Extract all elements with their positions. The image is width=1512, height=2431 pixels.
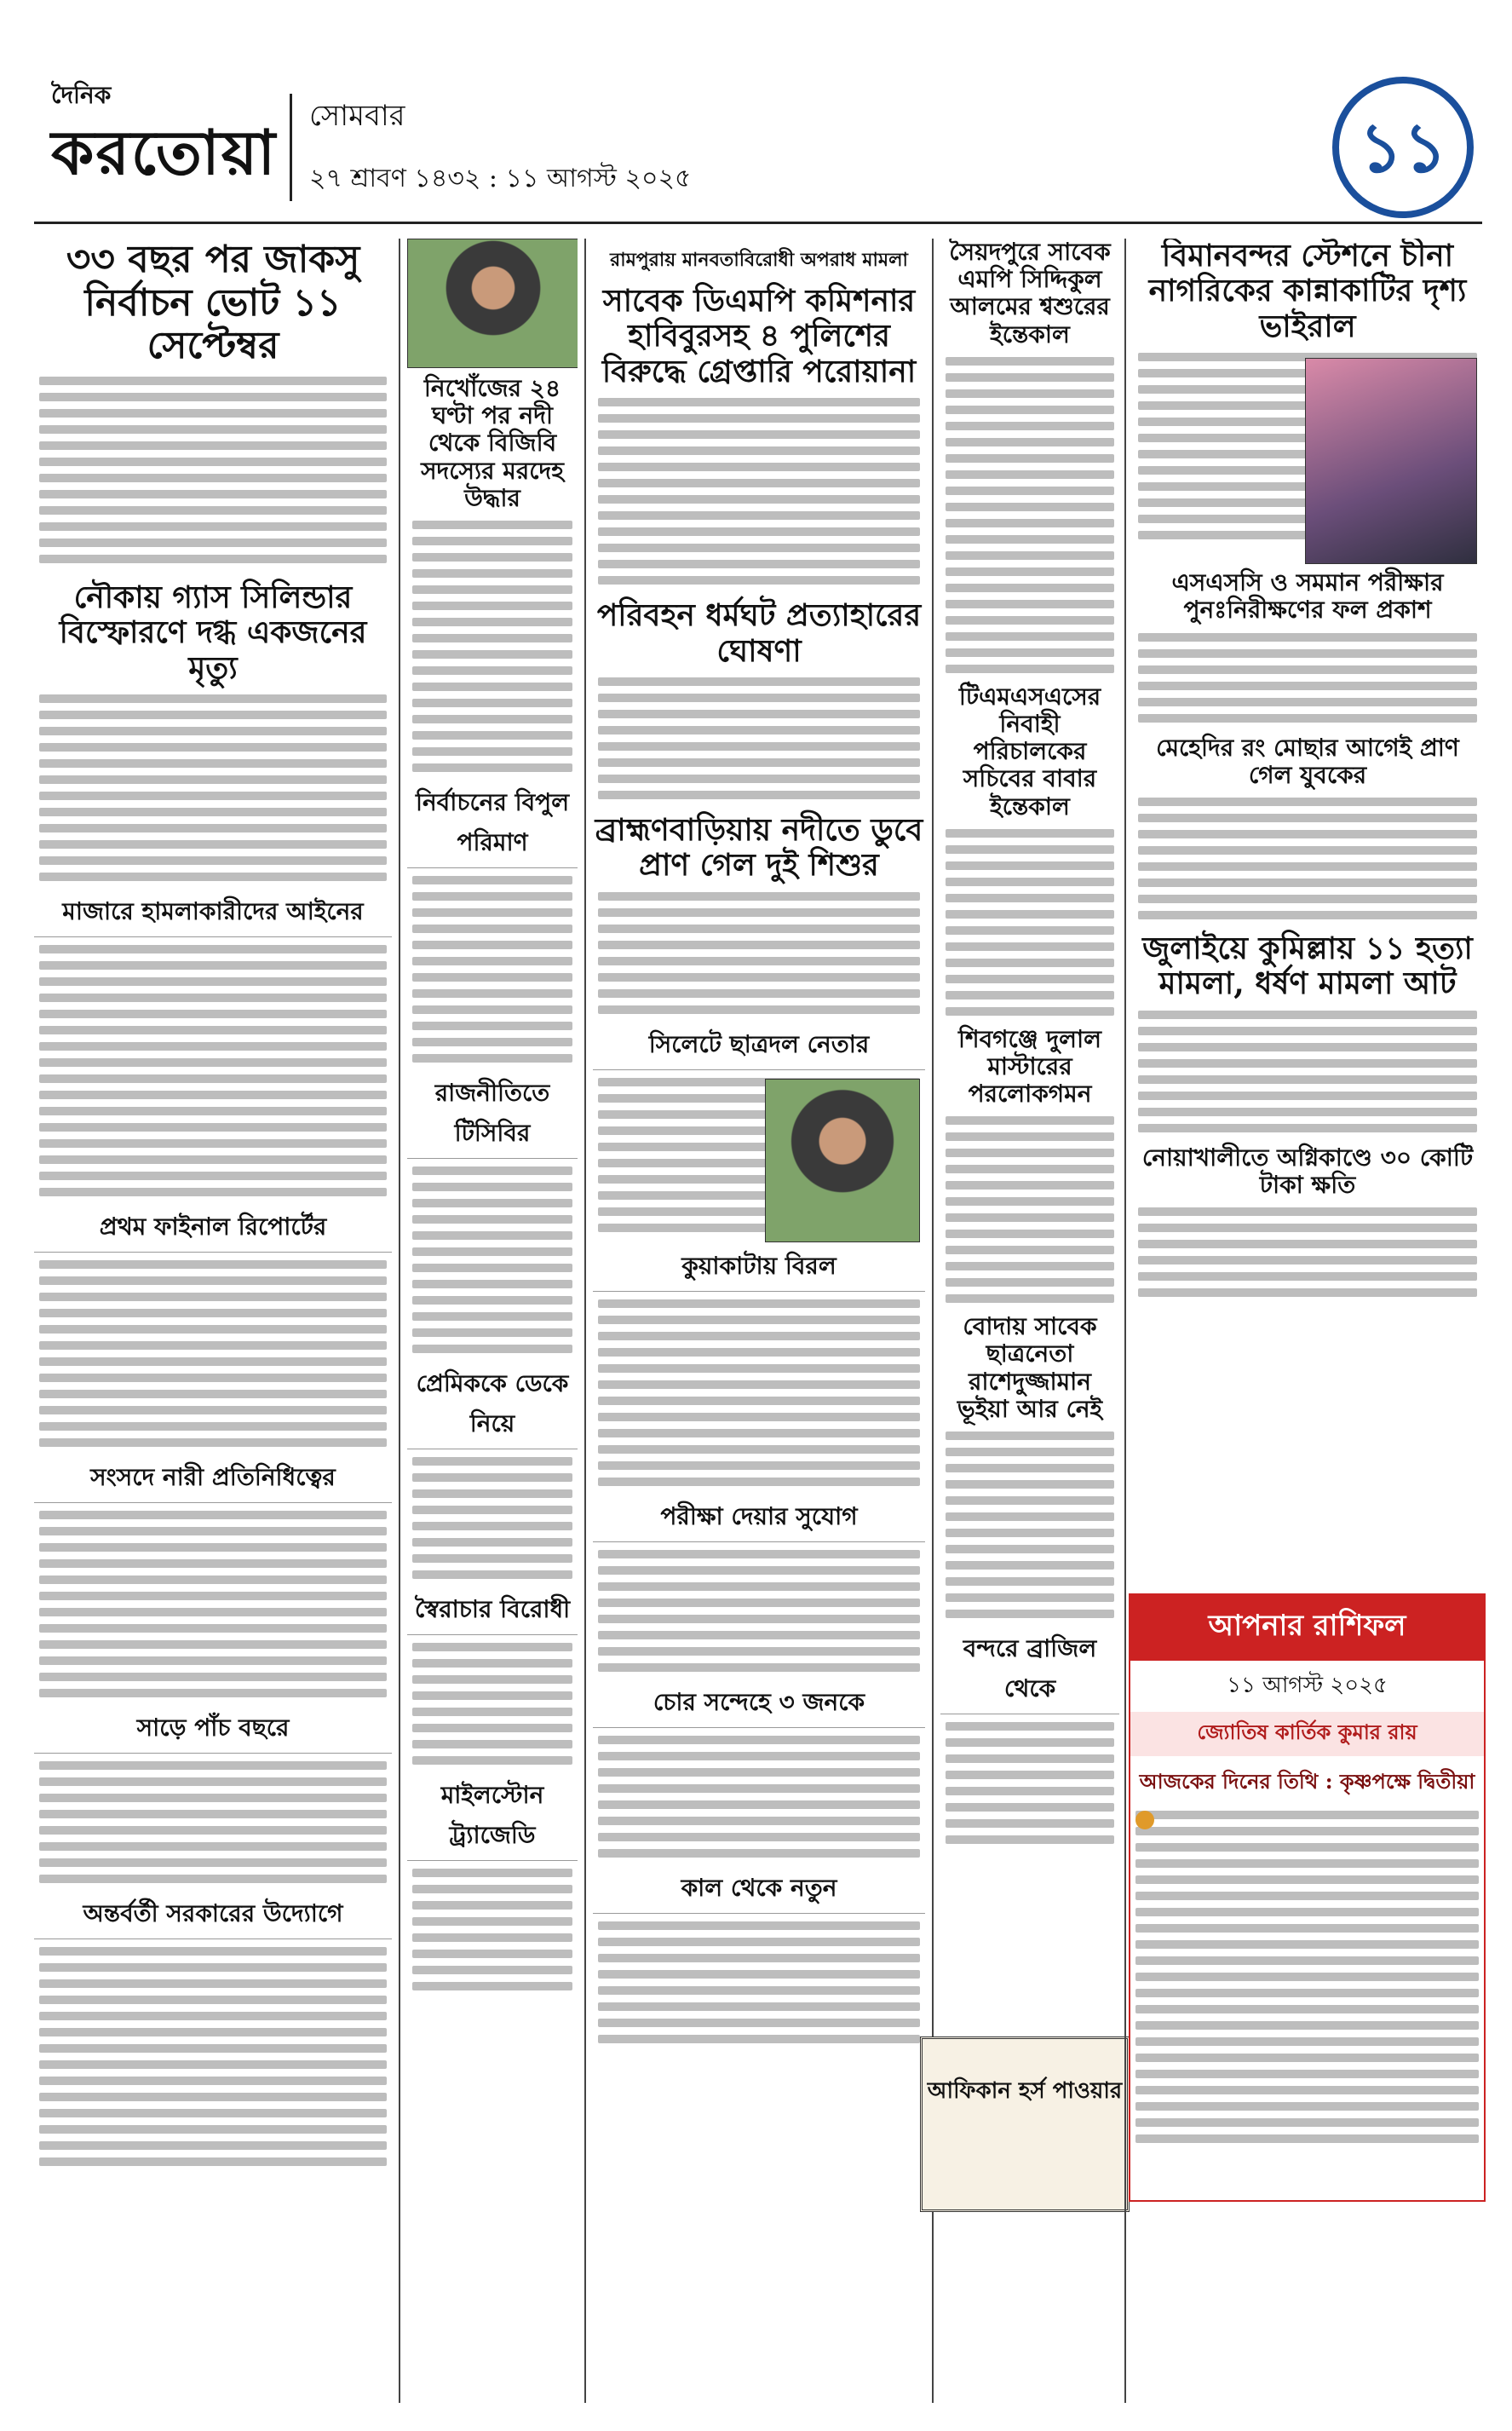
logo-small: দৈনিক: [51, 81, 112, 109]
subhead-chor: চোর সন্দেহে ৩ জনকে: [593, 1684, 925, 1728]
subhead-sangsad: সংসদে নারী প্রতিনিধিত্বের: [34, 1459, 392, 1503]
subhead-majar: মাজারে হামলাকারীদের আইনের: [34, 893, 392, 937]
headline-shibganj: শিবগঞ্জে দুলাল মাস্টারের পরলোকগমন: [958, 1024, 1101, 1109]
subhead-milestone: মাইলস্টোন ট্র্যাজেডি: [407, 1777, 578, 1861]
photo-bgb: [407, 239, 578, 368]
column-5: [1133, 239, 1482, 1585]
headline-bodai: বোদায় সাবেক ছাত্রনেতা রাশেদুজ্জামান ভূইয়া আর নেই: [957, 1312, 1103, 1423]
date-block: [290, 94, 691, 201]
zodiac-icon: [1135, 1811, 1154, 1829]
subhead-kal: কাল থেকে নতুন: [593, 1869, 925, 1914]
subhead-rajniti: রাজনীতিতে টিসিবির: [407, 1074, 578, 1159]
subhead-nirbachon: নির্বাচনের বিপুল পরিমাণ: [407, 784, 578, 868]
subhead-sare: সাড়ে পাঁচ বছরে: [34, 1709, 392, 1754]
masthead: [34, 60, 1482, 224]
headline-comilla: জুলাইয়ে কুমিল্লায় ১১ হত্যা মামলা, ধর্ষণ মামলা আট: [1142, 930, 1473, 1002]
subhead-premik: প্রেমিককে ডেকে নিয়ে: [407, 1365, 578, 1449]
advertisement: [920, 2036, 1130, 2212]
rashifal-tithi: আজকের দিনের তিথি : কৃষ্ণপক্ষে দ্বিতীয়া: [1139, 1769, 1475, 1794]
headline-nikhoj: নিখোঁজের ২৪ ঘণ্টা পর নদী থেকে বিজিবি সদস্যের মরদেহ উদ্ধার: [421, 374, 564, 512]
column-4: [940, 239, 1119, 2028]
headline-syedpur: সৈয়দপুরে সাবেক এমপি সিদ্দিকুল আলমের শ্বশুরের ইন্তেকাল: [949, 239, 1111, 349]
headline-brahman: ব্রাহ্মণবাড়িয়ায় নদীতে ডুবে প্রাণ গেল দুই শিশুর: [595, 811, 923, 884]
photo-sylhet: [765, 1079, 920, 1242]
photo-biman: [1305, 358, 1477, 564]
date-full: ২৭ শ্রাবণ ১৪৩২ : ১১ আগস্ট ২০২৫: [309, 164, 692, 193]
subhead-sylhet: সিলেটে ছাত্রদল নেতার: [593, 1026, 925, 1070]
subhead-bondor: বন্দরে ব্রাজিল থেকে: [940, 1630, 1119, 1714]
subhead-kuakata: কুয়াকাটায় বিরল: [593, 1247, 925, 1292]
headline-habibur: সাবেক ডিএমপি কমিশনার হাবিবুরসহ ৪ পুলিশের বিরুদ্ধে গ্রেপ্তারি পরোয়ানা: [601, 283, 917, 389]
date-day: সোমবার: [309, 99, 405, 133]
newspaper-logo: করতোয়া: [51, 116, 278, 188]
ad-title: আফিকান হর্স পাওয়ার: [927, 2078, 1123, 2104]
column-3: [593, 239, 925, 2403]
headline-titumir: টিএমএসএসের নিবাহী পরিচালকের সচিবের বাবার ইন্তেকাল: [958, 682, 1101, 821]
headline-mehedi: মেহেদির রং মোছার আগেই প্রাণ গেল যুবকের: [1156, 733, 1459, 789]
subhead-swairachar: স্বৈরাচার বিরোধী: [407, 1591, 578, 1635]
kicker-ramlapura: রামপুরায় মানবতাবিরোধী অপরাধ মামলা: [610, 249, 908, 271]
column-1: [34, 239, 392, 2403]
headline-biman: বিমানবন্দর স্টেশনে চীনা নাগরিকের কান্নাকাটির দৃশ্য ভাইরাল: [1148, 239, 1467, 344]
headline-noakhali: নোয়াখালীতে অগ্নিকাণ্ডে ৩০ কোটি টাকা ক্ষতি: [1141, 1143, 1474, 1199]
column-2: [407, 239, 578, 2403]
headline-paribahan: পরিবহন ধর্মঘট প্রত্যাহারের ঘোষণা: [596, 597, 922, 669]
headline-jaksu: ৩৩ বছর পর জাকসু নির্বাচন ভোট ১১ সেপ্টেম্বর: [66, 239, 360, 368]
rashifal-byline: জ্যোতিষ কার্তিক কুমার রায়: [1130, 1712, 1484, 1756]
headline-ssc: এসএসসি ও সমমান পরীক্ষার পুনঃনিরীক্ষণের ফল প্রকাশ: [1171, 568, 1444, 625]
headline-gas: নৌকায় গ্যাস সিলিন্ডার বিস্ফোরণে দগ্ধ একজনের মৃত্যু: [59, 579, 367, 686]
subhead-porikkha: পরীক্ষা দেয়ার সুযোগ: [593, 1498, 925, 1542]
rashifal-date: ১১ আগস্ট ২০২৫: [1227, 1673, 1388, 1698]
subhead-antorborti: অন্তর্বর্তী সরকারের উদ্যোগে: [34, 1895, 392, 1939]
page-number: ১১: [1332, 77, 1474, 218]
rashifal-box: [1129, 1593, 1486, 2202]
rashifal-title: আপনার রাশিফল: [1130, 1595, 1484, 1661]
subhead-final: প্রথম ফাইনাল রিপোর্টের: [34, 1208, 392, 1253]
